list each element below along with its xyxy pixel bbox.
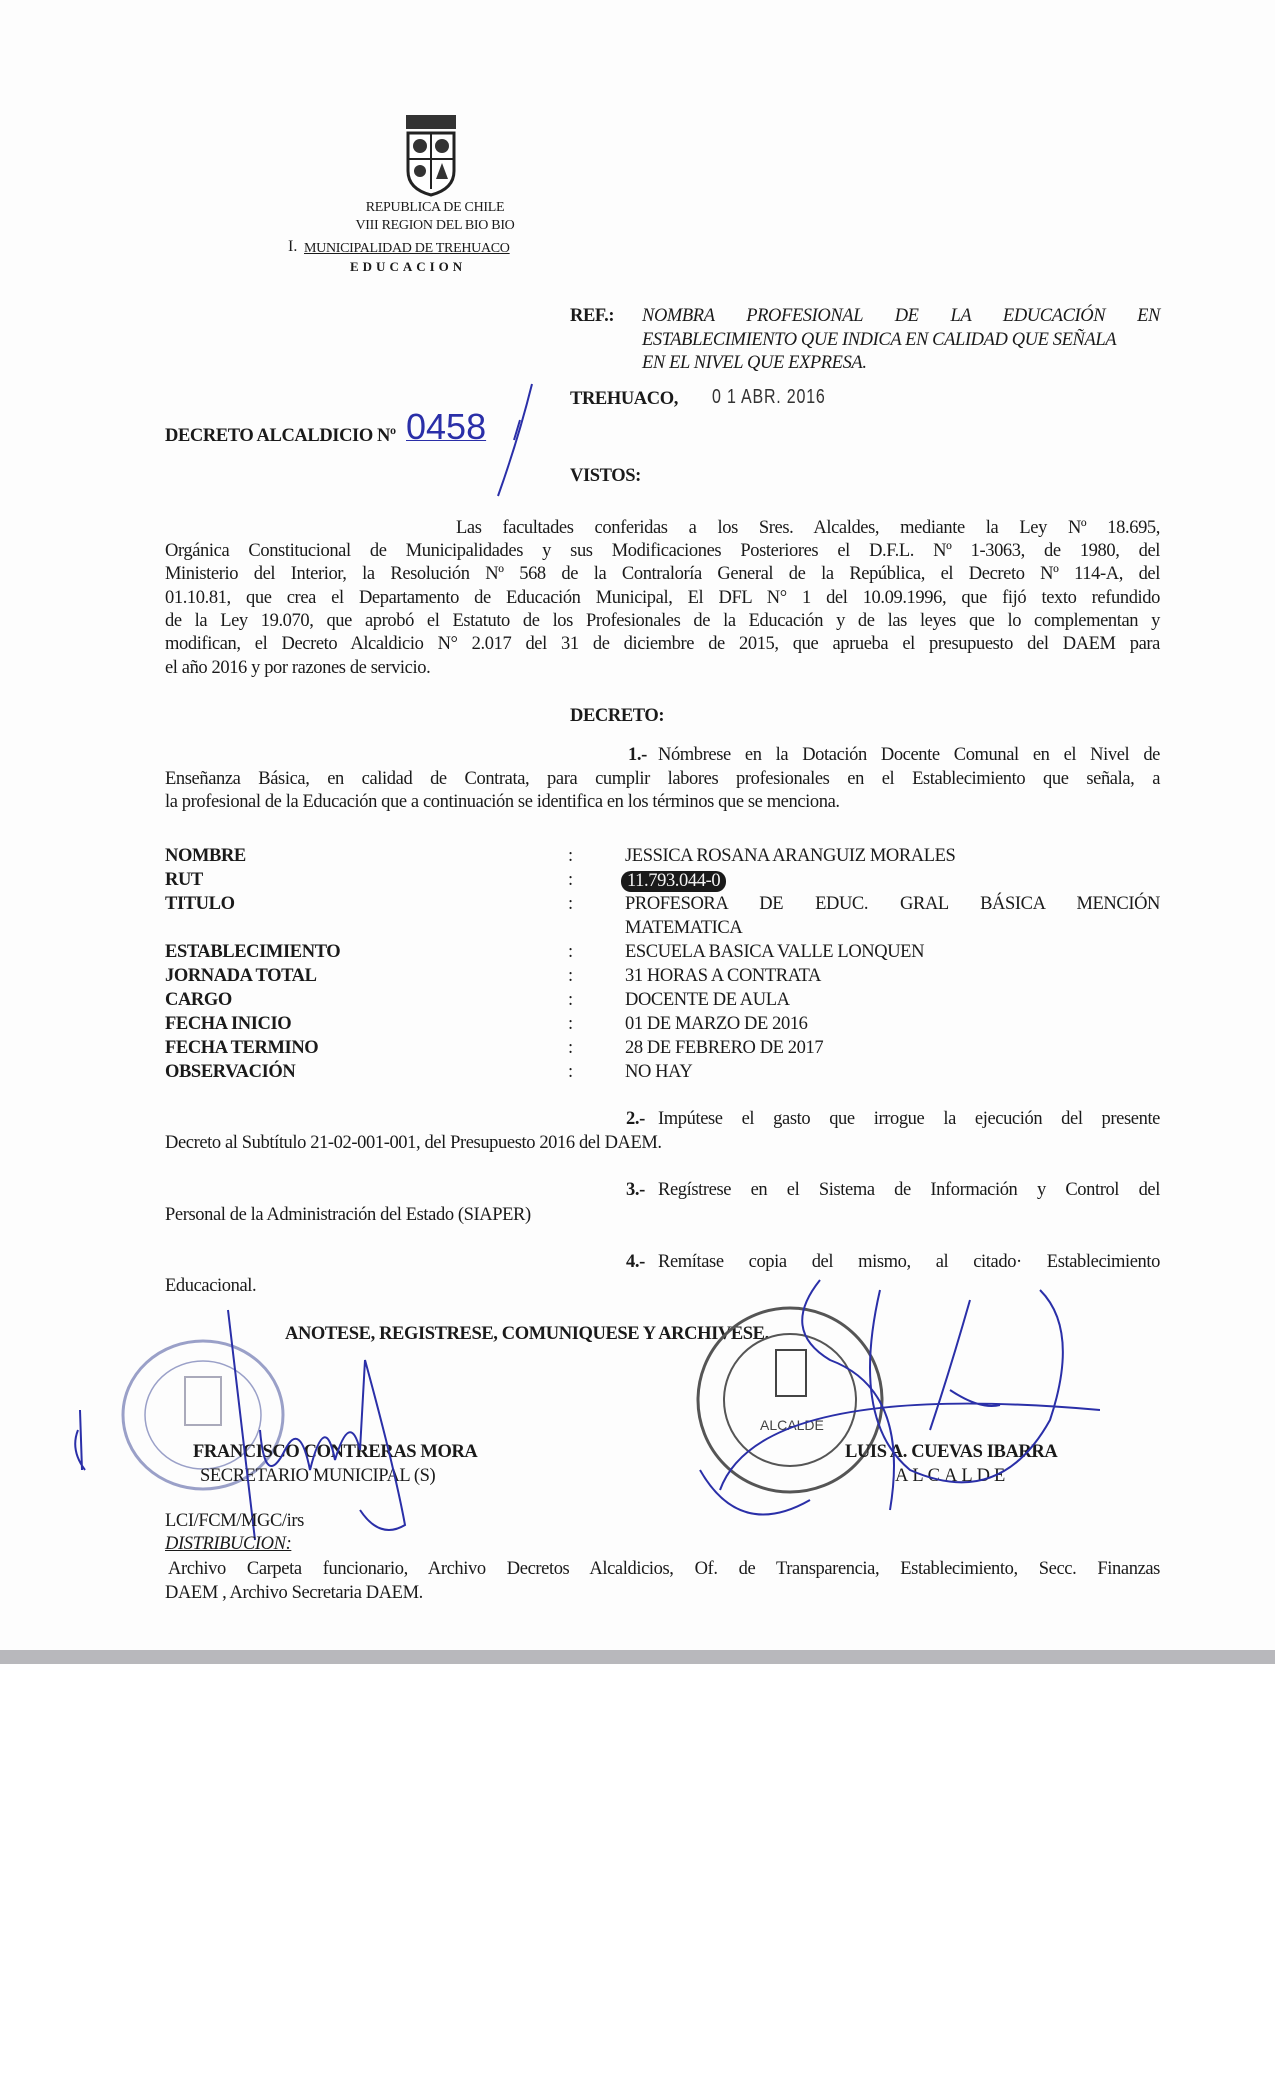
field-key: CARGO xyxy=(165,990,232,1010)
right-signer-role: ALCALDE xyxy=(895,1466,1010,1486)
right-signer-name: LUIS A. CUEVAS IBARRA xyxy=(845,1442,1058,1462)
p3-line-1: Regístrese en el Sistema de Información y Control del xyxy=(658,1180,1160,1200)
field-key: FECHA TERMINO xyxy=(165,1038,319,1058)
p2-line-1: Impútese el gasto que irrogue la ejecución del presente xyxy=(658,1109,1160,1129)
field-row-titulo xyxy=(165,894,1160,918)
ref-line-2: ESTABLECIMIENTO QUE INDICA EN CALIDAD QUE SEÑALA xyxy=(642,330,1117,350)
place: TREHUACO, xyxy=(570,389,678,409)
ref-label: REF.: xyxy=(570,306,615,326)
field-row-establecimiento xyxy=(165,942,1160,966)
distribution-label: DISTRIBUCION: xyxy=(165,1534,292,1554)
right-signature xyxy=(680,1270,1100,1530)
distribution-line-2: DAEM , Archivo Secretaria DAEM. xyxy=(165,1583,423,1603)
field-row-titulo-cont xyxy=(165,918,1160,942)
vistos-line-6: modifican, el Decreto Alcaldicio N° 2.017 del 31 de diciembre de 2015, que aprueba el presupuesto del DAEM para xyxy=(165,634,1160,654)
field-colon: : xyxy=(568,1062,573,1082)
field-colon: : xyxy=(568,966,573,986)
field-value: 01 DE MARZO DE 2016 xyxy=(625,1014,808,1034)
field-row-rut xyxy=(165,870,1160,894)
field-colon: : xyxy=(568,894,573,914)
p4-line-2: Educacional. xyxy=(165,1276,257,1296)
p1-num: 1.- xyxy=(628,745,647,765)
p2-num: 2.- xyxy=(626,1109,645,1129)
field-key: OBSERVACIÓN xyxy=(165,1062,296,1082)
field-key: NOMBRE xyxy=(165,846,246,866)
field-key: TITULO xyxy=(165,894,235,914)
field-key: RUT xyxy=(165,870,203,890)
date-stamp: 0 1 ABR. 2016 xyxy=(712,386,826,408)
p3-line-2: Personal de la Administración del Estado (SIAPER) xyxy=(165,1205,531,1225)
p1-line-1: Nómbrese en la Dotación Docente Comunal en el Nivel de xyxy=(658,745,1160,765)
initials: LCI/FCM/MGC/irs xyxy=(165,1511,304,1531)
field-row-jornada xyxy=(165,966,1160,990)
p3-num: 3.- xyxy=(626,1180,645,1200)
redaction-blot xyxy=(621,871,726,892)
coat-of-arms-icon xyxy=(400,113,462,197)
field-value-redacted: 11.793.044-0 xyxy=(627,871,721,891)
ref-line-3: EN EL NIVEL QUE EXPRESA. xyxy=(642,353,867,373)
field-row-observacion xyxy=(165,1062,1160,1086)
field-value: PROFESORA DE EDUC. GRAL BÁSICA MENCIÓN xyxy=(625,894,1160,914)
field-value: JESSICA ROSANA ARANGUIZ MORALES xyxy=(625,846,956,866)
field-colon: : xyxy=(568,1014,573,1034)
distribution-line-1: Archivo Carpeta funcionario, Archivo Decretos Alcaldicios, Of. de Transparencia, Establecimiento, Secc. Finanzas xyxy=(168,1559,1160,1579)
field-value: DOCENTE DE AULA xyxy=(625,990,790,1010)
field-row-fecha-termino xyxy=(165,1038,1160,1062)
p1-line-3: la profesional de la Educación que a continuación se identifica en los términos que se menciona. xyxy=(165,792,840,812)
field-key: ESTABLECIMIENTO xyxy=(165,942,341,962)
left-signer-name: FRANCISCO CONTRERAS MORA xyxy=(193,1442,478,1462)
field-colon: : xyxy=(568,846,573,866)
decree-number: 0458 xyxy=(406,406,487,447)
decreto-title: DECRETO: xyxy=(570,706,665,726)
header-prefix: I. xyxy=(288,238,298,255)
field-value: ESCUELA BASICA VALLE LONQUEN xyxy=(625,942,925,962)
vistos-line-4: 01.10.81, que crea el Departamento de Educación Municipal, El DFL N° 1 del 10.09.1996, que fijó texto refundido xyxy=(165,588,1160,608)
closing-formula: ANOTESE, REGISTRESE, COMUNIQUESE Y ARCHIVESE. xyxy=(285,1324,769,1344)
header-country: REPUBLICA DE CHILE xyxy=(365,200,505,215)
field-key: FECHA INICIO xyxy=(165,1014,292,1034)
field-value: 31 HORAS A CONTRATA xyxy=(625,966,821,986)
field-key: JORNADA TOTAL xyxy=(165,966,317,986)
scan-edge xyxy=(0,1650,1275,1664)
vistos-line-3: Ministerio del Interior, la Resolución Nº 568 de la Contraloría General de la República, el Decreto Nº 114-A, del xyxy=(165,564,1160,584)
field-value: MATEMATICA xyxy=(625,918,743,938)
header-region: VIII REGION DEL BIO BIO xyxy=(355,218,515,233)
decree-slash-mark xyxy=(490,380,540,500)
vistos-line-2: Orgánica Constitucional de Municipalidades y sus Modificaciones Posteriores el D.F.L. Nº 1-3063, de 1980, del xyxy=(165,541,1160,561)
p2-line-2: Decreto al Subtítulo 21-02-001-001, del Presupuesto 2016 del DAEM. xyxy=(165,1133,662,1153)
field-row-cargo xyxy=(165,990,1160,1014)
field-colon: : xyxy=(568,942,573,962)
p1-line-2: Enseñanza Básica, en calidad de Contrata, para cumplir labores profesionales en el Establecimiento que señala, a xyxy=(165,769,1160,789)
vistos-title: VISTOS: xyxy=(570,466,641,486)
ref-line-1: NOMBRA PROFESIONAL DE LA EDUCACIÓN EN xyxy=(642,306,1160,326)
vistos-line-5: de la Ley 19.070, que aprobó el Estatuto de los Profesionales de la Educación y de las leyes que lo complementan y xyxy=(165,611,1160,631)
left-signer-role: SECRETARIO MUNICIPAL (S) xyxy=(200,1466,436,1486)
vistos-line-1: Las facultades conferidas a los Sres. Alcaldes, mediante la Ley Nº 18.695, xyxy=(456,518,1160,538)
header-department: EDUCACION xyxy=(350,259,467,274)
vistos-line-7: el año 2016 y por razones de servicio. xyxy=(165,658,431,678)
field-row-fecha-inicio xyxy=(165,1014,1160,1038)
field-value: 28 DE FEBRERO DE 2017 xyxy=(625,1038,824,1058)
field-colon: : xyxy=(568,870,573,890)
decree-label: DECRETO ALCALDICIO Nº xyxy=(165,426,396,446)
header-municipality: MUNICIPALIDAD DE TREHUACO xyxy=(304,241,510,256)
field-colon: : xyxy=(568,1038,573,1058)
field-value: NO HAY xyxy=(625,1062,693,1082)
field-colon: : xyxy=(568,990,573,1010)
field-row-nombre xyxy=(165,846,1160,870)
p4-num: 4.- xyxy=(626,1252,645,1272)
p4-line-1: Remítase copia del mismo, al citado· Establecimiento xyxy=(658,1252,1160,1272)
svg-text:ALCALDE: ALCALDE xyxy=(760,1417,824,1433)
